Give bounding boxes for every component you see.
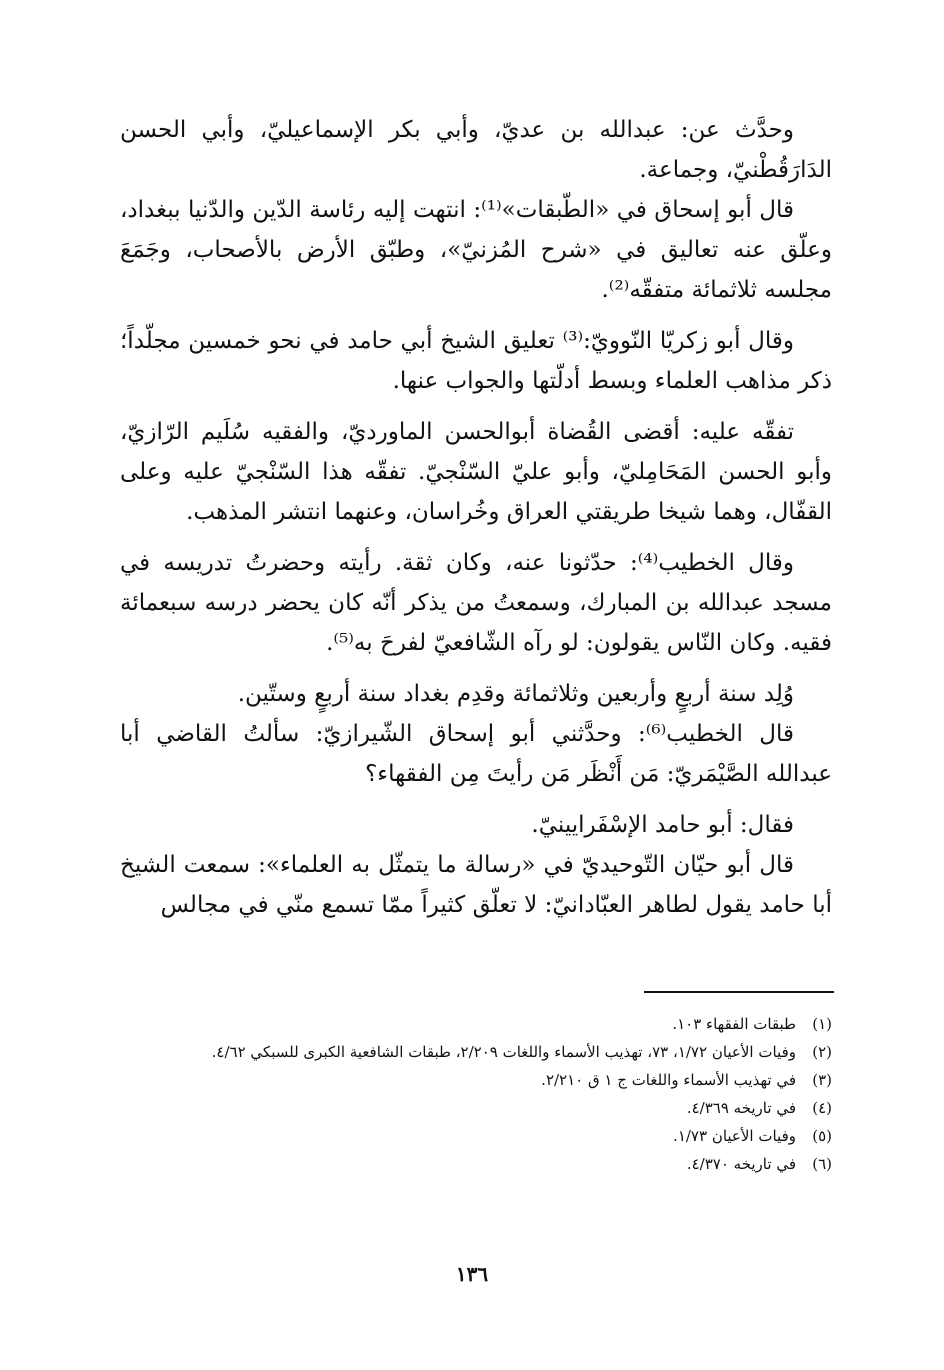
- footnote-number: (١): [812, 1015, 832, 1033]
- footnote-text: في تاريخه ٤/٣٧٠.: [686, 1155, 796, 1173]
- paragraph-nawawi: وقال أبو زكريّا النّوويّ:⁽³⁾ تعليق الشيخ أبي حامد في نحو خمسين مجلّداً؛ ذكر مذاهب العلماء وبسط أدلّتها والجواب عنها.: [120, 328, 832, 394]
- footnote-text: في تهذيب الأسماء واللغات ج ١ ق ٢/٢١٠.: [541, 1071, 796, 1089]
- footnote-number: (٢): [812, 1043, 832, 1061]
- footnote-text: طبقات الفقهاء ١٠٣.: [672, 1015, 796, 1033]
- footnote-text: وفيات الأعيان ١/٧٣.: [673, 1127, 796, 1145]
- page-number: ١٣٦: [455, 1262, 489, 1286]
- footnote-text: في تاريخه ٤/٣٦٩.: [686, 1099, 796, 1117]
- footnote-divider: [644, 991, 834, 993]
- footnote-item: [120, 1010, 832, 1038]
- paragraph-answer: فقال: أبو حامد الإسْفَرايينيّ.: [531, 812, 794, 838]
- footnotes-list: [120, 1010, 832, 1178]
- footnote-item: [120, 1066, 832, 1094]
- footnote-item: [120, 1122, 832, 1150]
- footnote-number: (٣): [812, 1071, 832, 1089]
- footnote-number: (٤): [812, 1099, 832, 1117]
- main-text: [120, 110, 832, 925]
- footnote-number: (٥): [812, 1127, 832, 1145]
- paragraph-birth: وُلِد سنة أربعٍ وأربعين وثلاثمائة وقدِم بغداد سنة أربعٍ وستّين.: [237, 681, 794, 707]
- footnote-item: [120, 1150, 832, 1178]
- paragraph-abu-ishaq: قال أبو إسحاق في «الطّبقات»⁽¹⁾: انتهت إليه رئاسة الدّين والدّنيا ببغداد، وعلّق عنه تعاليق في «شرح المُزنيّ»، وطبّق الأرض بالأصحاب، وجَمَعَ مجلسه ثلاثمائة متفقّه⁽²⁾.: [120, 197, 832, 303]
- footnote-text: وفيات الأعيان ١/٧٢، ٧٣، تهذيب الأسماء واللغات ٢/٢٠٩، طبقات الشافعية الكبرى للسبكي ٤/٦٢.: [211, 1043, 796, 1061]
- paragraph-students: تفقّه عليه: أقضى القُضاة أبوالحسن الماورديّ، والفقيه سُلَيم الرّازيّ، وأبو الحسن المَحَامِليّ، وأبو عليّ السّنْجيّ. تفقّه هذا السّنْجيّ عليه وعلى القفّال، وهما شيخا طريقتي العراق وخُراسان، وعنهما انتشر المذهب.: [120, 419, 832, 525]
- paragraph-narrated-from: وحدَّث عن: عبدالله بن عديّ، وأبي بكر الإسماعيليّ، وأبي الحسن الدَارَقُطْنيّ، وجماعة.: [120, 117, 832, 183]
- footnote-item: [120, 1094, 832, 1122]
- paragraph-khatib-saymari: قال الخطيب⁽⁶⁾: وحدَّثني أبو إسحاق الشّيرازيّ: سألتُ القاضي أبا عبدالله الصَّيْمَريّ: مَن أَنْظَر مَن رأيتَ مِن الفقهاء؟: [120, 721, 832, 787]
- paragraph-tawhidi: قال أبو حيّان التّوحيديّ في «رسالة ما يتمثّل به العلماء»: سمعت الشيخ أبا حامد يقول لطاهر العبّادانيّ: لا تعلّق كثيراً ممّا تسمع منّي في مجالس: [120, 852, 832, 918]
- footnote-number: (٦): [812, 1155, 832, 1173]
- footnote-item: [120, 1038, 832, 1066]
- paragraph-khatib: وقال الخطيب⁽⁴⁾: حدّثونا عنه، وكان ثقة. رأيته وحضرتُ تدريسه في مسجد عبدالله بن المبارك، وسمعتُ من يذكر أنّه كان يحضر درسه سبعمائة فقيه. وكان النّاس يقولون: لو رآه الشّافعيّ لفرحَ به⁽⁵⁾.: [120, 550, 832, 656]
